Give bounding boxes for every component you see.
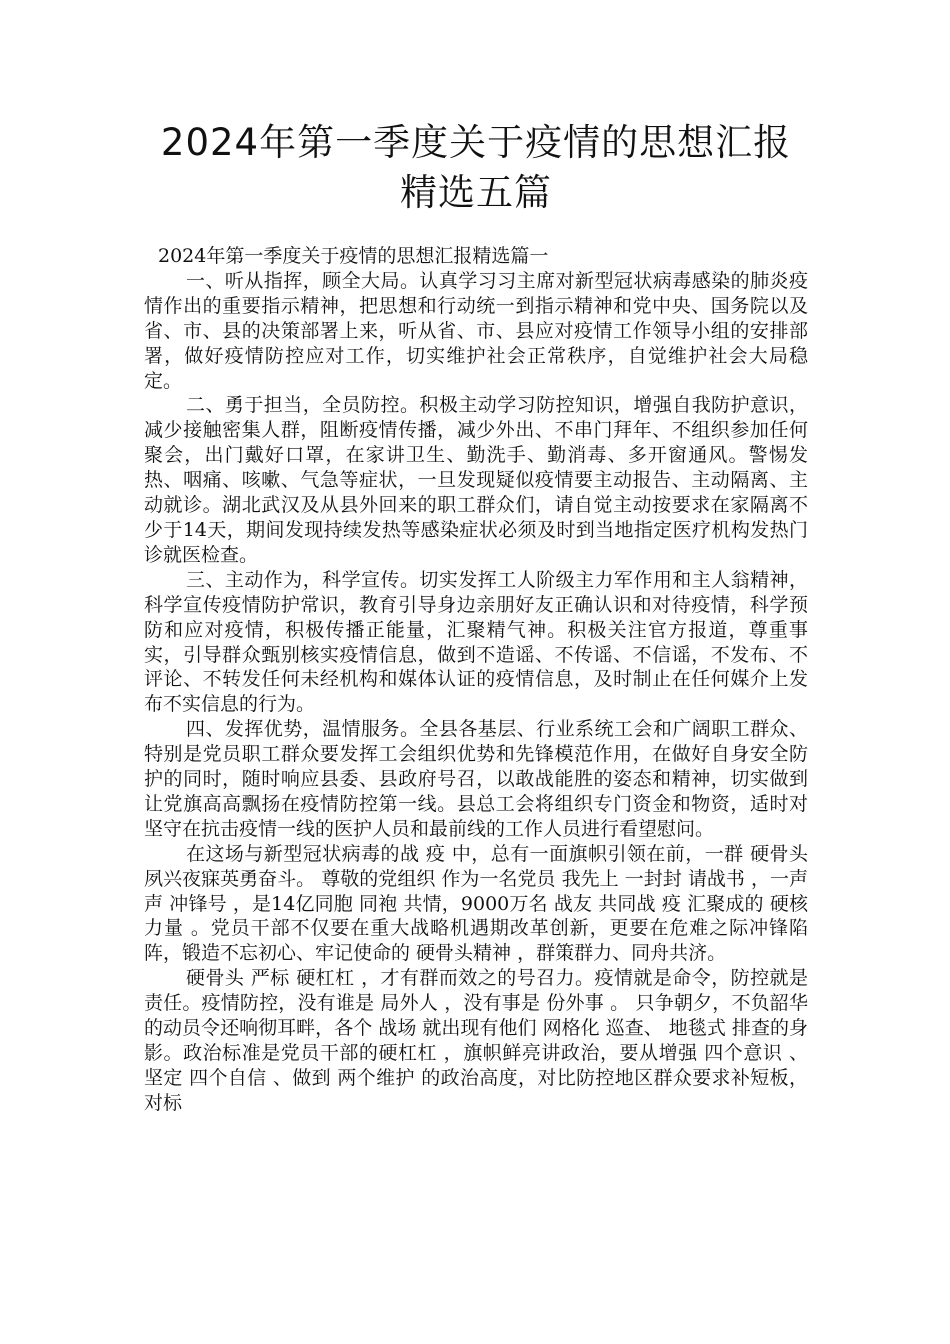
document-page [144, 118, 808, 1116]
paragraph-2: 二、勇于担当，全员防控。积极主动学习防控知识，增强自我防护意识，减少接触密集人群，阻断疫情传播，减少外出、不串门拜年、不组织参加任何聚会，出门戴好口罩，在家讲卫生、勤洗手、勤消毒、多开窗通风。警惕发热、咽痛、咳嗽、气急等症状，一旦发现疑似疫情要主动报告、主动隔离、主动就诊。湖北武汉及从县外回来的职工群众们，请自觉主动按要求在家隔离不少于14天，期间发现持续发热等感染症状必须及时到当地指定医疗机构发热门诊就医检查。 [144, 394, 808, 566]
section-heading: 2024年第一季度关于疫情的思想汇报精选篇一 [158, 245, 549, 267]
paragraph-6: 硬骨头 严标 硬杠杠 ，才有群而效之的号召力。疫情就是命令，防控就是责任。疫情防控，没有谁是 局外人 ，没有事是 份外事 。 只争朝夕，不负韶华 的动员令还响彻耳畔，各个 战场 就出现有他们 网格化 巡查、 地毯式 排查的身影。政治标准是党员干部的硬杠杠 ，旗帜鲜亮讲政治，要从增强 四个意识 、坚定 四个自信 、做到 两个维护 的政治高度，对比防控地区群众要求补短板，对标 [144, 967, 808, 1114]
paragraph-5: 在这场与新型冠状病毒的战 疫 中，总有一面旗帜引领在前，一群 硬骨头 夙兴夜寐英勇奋斗。 尊敬的党组织 作为一名党员 我先上 一封封 请战书 ，一声声 冲锋号 ，是14亿同胞 同袍 共情，9000万名 战友 共同战 疫 汇聚成的 硬核力量 。党员干部不仅要在重大战略机遇期改革创新，更要在危难之际冲锋陷阵，锻造不忘初心、牢记使命的 硬骨头精神 ，群策群力、同舟共济。 [144, 842, 808, 965]
paragraph-1: 一、听从指挥，顾全大局。认真学习习主席对新型冠状病毒感染的肺炎疫情作出的重要指示精神，把思想和行动统一到指示精神和党中央、国务院以及省、市、县的决策部署上来，听从省、市、县应对疫情工作领导小组的安排部署，做好疫情防控应对工作，切实维护社会正常秩序，自觉维护社会大局稳定。 [144, 269, 808, 392]
paragraph-3: 三、主动作为，科学宣传。切实发挥工人阶级主力军作用和主人翁精神，科学宣传疫情防护常识，教育引导身边亲朋好友正确认识和对待疫情，科学预防和应对疫情，积极传播正能量，汇聚精气神。积极关注官方报道，尊重事实，引导群众甄别核实疫情信息，做到不造谣、不传谣、不信谣，不发布、不评论、不转发任何未经机构和媒体认证的疫情信息，及时制止在任何媒介上发布不实信息的行为。 [144, 568, 808, 716]
document-title: 2024年第一季度关于疫情的思想汇报精选五篇 [160, 121, 792, 214]
paragraph-4: 四、发挥优势，温情服务。全县各基层、行业系统工会和广阔职工群众、特别是党员职工群众要发挥工会组织优势和先锋模范作用，在做好自身安全防护的同时，随时响应县委、县政府号召，以敢战能胜的姿态和精神，切实做到让党旗高高飘扬在疫情防控第一线。县总工会将组织专门资金和物资，适时对坚守在抗击疫情一线的医护人员和最前线的工作人员进行看望慰问。 [144, 718, 808, 840]
